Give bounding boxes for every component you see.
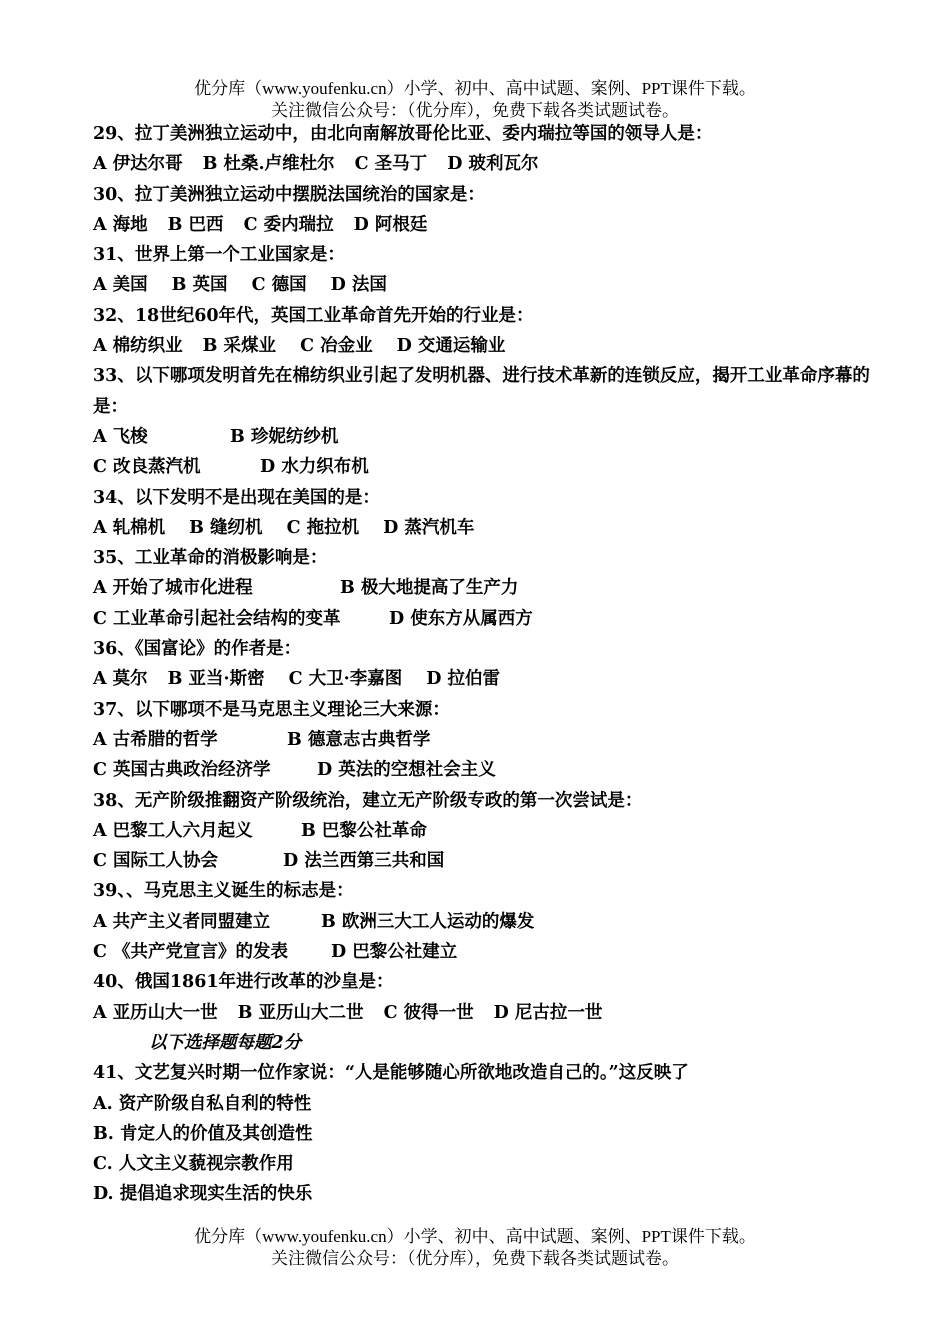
- question-39-options-cd: [93, 937, 873, 967]
- question-31: 31、世界上第一个工业国家是：: [93, 245, 345, 266]
- question-32-options: [93, 331, 873, 361]
- option-c: C 德国: [251, 275, 307, 296]
- question-38: 38、无产阶级推翻资产阶级统治，建立无产阶级专政的第一次尝试是：: [93, 790, 643, 811]
- option-d: D 玻利瓦尔: [447, 154, 539, 175]
- question-38-options-cd: [93, 846, 873, 876]
- option-b: B 巴西: [167, 214, 224, 235]
- option-a: A 棉纺织业: [93, 336, 183, 357]
- question-41: 41、文艺复兴时期一位作家说：“人是能够随心所欲地改造自己的。”这反映了: [93, 1063, 689, 1084]
- question-35: 35、工业革命的消极影响是：: [93, 548, 328, 569]
- option-b: B 采煤业: [202, 336, 277, 357]
- option-b: B 欧洲三大工人运动的爆发: [321, 911, 535, 932]
- option-a: A 美国: [93, 275, 148, 296]
- option-d: D 拉伯雷: [426, 669, 501, 690]
- question-32: 32、18世纪60年代，英国工业革命首先开始的行业是：: [93, 305, 534, 326]
- option-c: C 冶金业: [300, 336, 373, 357]
- question-list: [93, 119, 873, 1210]
- option-c: C 国际工人协会: [93, 851, 219, 872]
- option-d: D 法兰西第三共和国: [283, 851, 445, 872]
- option-a: A 开始了城市化进程: [93, 578, 253, 599]
- option-b: B 珍妮纺纱机: [230, 426, 339, 447]
- option-b: B 英国: [171, 275, 228, 296]
- option-d: D 法国: [330, 275, 387, 296]
- question-30-options: [93, 210, 873, 240]
- question-36: 36、《国富论》的作者是：: [93, 639, 302, 660]
- question-35-options-ab: [93, 573, 873, 603]
- question-29: 29、拉丁美洲独立运动中，由北向南解放哥伦比亚、委内瑞拉等国的领导人是：: [93, 124, 713, 144]
- question-39-options-ab: [93, 907, 873, 937]
- option-d: D 使东方从属西方: [389, 608, 533, 629]
- option-c: C 《共产党宣言》的发表: [93, 942, 289, 963]
- option-a: A 巴黎工人六月起义: [93, 820, 253, 841]
- option-d: D 阿根廷: [353, 214, 428, 235]
- footer-line-2: 关注微信公众号：（优分库），免费下载各类试题试卷。: [271, 1249, 679, 1268]
- option-d: D 英法的空想社会主义: [317, 760, 496, 781]
- question-37-options-cd: [93, 755, 873, 785]
- header-line-2: 关注微信公众号：（优分库），免费下载各类试题试卷。: [271, 101, 679, 120]
- question-36-options: [93, 664, 873, 694]
- option-c: C 委内瑞拉: [243, 214, 334, 235]
- option-a: A 莫尔: [93, 669, 148, 690]
- question-33-options-ab: [93, 422, 873, 452]
- question-41-option-a: A. 资产阶级自私自利的特性: [93, 1093, 312, 1114]
- question-41-option-b: B. 肯定人的价值及其创造性: [93, 1123, 313, 1144]
- option-a: A 海地: [93, 214, 148, 235]
- option-b: B 缝纫机: [189, 517, 263, 538]
- question-41-option-d: D. 提倡追求现实生活的快乐: [93, 1184, 313, 1205]
- option-c: C 圣马丁: [354, 154, 428, 175]
- option-c: C 拖拉机: [286, 517, 360, 538]
- question-34-options: [93, 513, 873, 543]
- option-c: C 工业革命引起社会结构的变革: [93, 608, 341, 629]
- question-30: 30、拉丁美洲独立运动中摆脱法国统治的国家是：: [93, 184, 485, 205]
- option-a: A 古希腊的哲学: [93, 729, 218, 750]
- option-d: D 交通运输业: [396, 336, 506, 357]
- question-38-options-ab: [93, 816, 873, 846]
- question-37-options-ab: [93, 725, 873, 755]
- question-34: 34、以下发明不是出现在美国的是：: [93, 487, 380, 508]
- option-c: C 彼得一世: [383, 1002, 474, 1023]
- question-33: 33、以下哪项发明首先在棉纺织业引起了发明机器、进行技术革新的连锁反应，揭开工业革命序幕的是：: [93, 366, 870, 417]
- page-header: [0, 78, 950, 122]
- option-b: B 极大地提高了生产力: [340, 578, 519, 599]
- option-c: C 大卫·李嘉图: [288, 669, 403, 690]
- option-a: A 共产主义者同盟建立: [93, 911, 271, 932]
- option-a: A 飞梭: [93, 426, 148, 447]
- question-41-option-c: C. 人文主义藐视宗教作用: [93, 1154, 294, 1175]
- question-39: 39、、马克思主义诞生的标志是：: [93, 881, 354, 902]
- question-31-options: [93, 270, 873, 300]
- option-d: D 尼古拉一世: [493, 1002, 603, 1023]
- option-b: B 亚历山大二世: [237, 1002, 364, 1023]
- option-d: D 蒸汽机车: [383, 517, 475, 538]
- option-b: B 亚当·斯密: [167, 669, 265, 690]
- option-a: A 亚历山大一世: [93, 1002, 218, 1023]
- option-b: B 杜桑.卢维杜尔: [202, 154, 335, 175]
- option-a: A 轧棉机: [93, 517, 166, 538]
- option-a: A 伊达尔哥: [93, 154, 183, 175]
- question-40: 40、俄国1861年进行改革的沙皇是：: [93, 972, 394, 993]
- option-b: B 德意志古典哲学: [287, 729, 431, 750]
- option-d: D 水力织布机: [260, 457, 369, 478]
- question-33-options-cd: [93, 452, 873, 482]
- footer-line-1: 优分库（www.youfenku.cn）小学、初中、高中试题、案例、PPT课件下载。: [194, 1227, 756, 1246]
- question-35-options-cd: [93, 604, 873, 634]
- page-footer: [0, 1226, 950, 1270]
- option-b: B 巴黎公社革命: [301, 820, 427, 841]
- question-37: 37、以下哪项不是马克思主义理论三大来源：: [93, 699, 450, 720]
- option-c: C 英国古典政治经济学: [93, 760, 271, 781]
- question-29-options: [93, 149, 873, 179]
- option-d: D 巴黎公社建立: [331, 942, 458, 963]
- question-40-options: [93, 998, 873, 1028]
- option-c: C 改良蒸汽机: [93, 457, 201, 478]
- header-line-1: 优分库（www.youfenku.cn）小学、初中、高中试题、案例、PPT课件下载。: [194, 79, 756, 98]
- section-note: 以下选择题每题2分: [149, 1032, 302, 1053]
